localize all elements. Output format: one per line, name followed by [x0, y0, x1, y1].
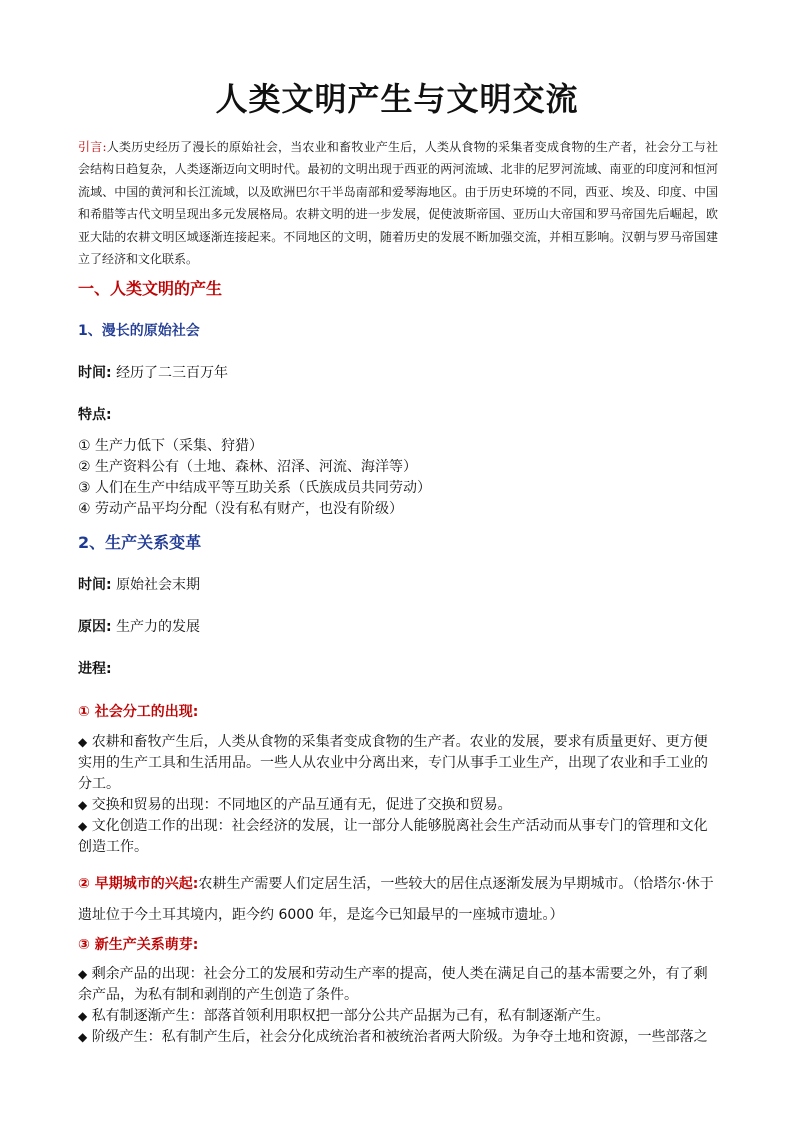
time-line — [78, 362, 228, 382]
diamond-bullet-icon: ◆ — [78, 1030, 88, 1044]
bullet-item: ◆ 交换和贸易的出现：不同地区的产品互通有无，促进了交换和贸易。 — [78, 797, 512, 813]
cause-line — [78, 616, 200, 636]
process-2-paragraph — [78, 869, 718, 931]
bullet-item: ◆ 私有制逐渐产生：部落首领利用职权把一部分公共产品据为己有，私有制逐渐产生。 — [78, 1008, 610, 1024]
time-label: 时间: — [78, 577, 112, 593]
features-label: 特点: — [78, 407, 112, 423]
intro-text: 人类历史经历了漫长的原始社会，当农业和畜牧业产生后，人类从食物的采集者变成食物的生产者，社会分工与社会结构日趋复杂，人类逐渐迈向文明时代。最初的文明出现于西亚的两河流域、北非的尼罗河流域、南亚的印度河和恒河流域、中国的黄河和长江流域，以及欧洲巴尔干半岛南部和爱琴海地区。由于历史环境的不同，西亚、埃及、印度、中国和希腊等古代文明呈现出多元发展格局。农耕文明的进一步发展，促使波斯帝国、亚历山大帝国和罗马帝国先后崛起，欧亚大陆的农耕文明区域逐渐连接起来。不同地区的文明，随着历史的发展不断加强交流，并相互影响。汉朝与罗马帝国建立了经济和文化联系。 — [78, 140, 718, 267]
time-line-2 — [78, 574, 200, 594]
feature-item: ③ 人们在生产中结成平等互助关系（氏族成员共同劳动） — [78, 480, 431, 496]
page-title: 人类文明产生与文明交流 — [215, 80, 579, 118]
process-1-bullets — [78, 732, 718, 858]
process-label: 进程: — [78, 661, 112, 677]
diamond-bullet-icon: ◆ — [78, 819, 88, 833]
process-heading-1: ① 社会分工的出现: — [78, 704, 199, 720]
time-label: 时间: — [78, 365, 112, 381]
diamond-bullet-icon: ◆ — [78, 798, 88, 812]
process-heading-3: ③ 新生产关系萌芽: — [78, 937, 199, 953]
cause-value: 生产力的发展 — [116, 619, 201, 635]
feature-item: ④ 劳动产品平均分配（没有私有财产，也没有阶级） — [78, 501, 403, 517]
process-3-bullets — [78, 964, 718, 1048]
process-2-text: 农耕生产需要人们定居生活，一些较大的居住点逐渐发展为早期城市。（恰塔尔·休于遗址位于今土耳其境内，距今约 6000 年，是迄今已知最早的一座城市遗址。） — [78, 876, 714, 923]
subsection-heading-1: 1、漫长的原始社会 — [78, 323, 200, 339]
intro-lead: 引言: — [78, 140, 107, 154]
time-value: 原始社会末期 — [116, 577, 201, 593]
intro-paragraph — [78, 136, 718, 270]
bullet-item: ◆ 剩余产品的出现：社会分工的发展和劳动生产率的提高，使人类在满足自己的基本需要之外，有了剩余产品，为私有制和剥削的产生创造了条件。 — [78, 966, 708, 1003]
process-heading-2: ② 早期城市的兴起: — [78, 876, 199, 892]
section-heading: 一、人类文明的产生 — [78, 279, 223, 298]
diamond-bullet-icon: ◆ — [78, 967, 88, 981]
time-value: 经历了二三百万年 — [116, 365, 229, 381]
diamond-bullet-icon: ◆ — [78, 735, 88, 749]
subsection-heading-2: 2、生产关系变革 — [78, 533, 202, 552]
bullet-item: ◆ 阶级产生：私有制产生后，社会分化成统治者和被统治者两大阶级。为争夺土地和资源，一些部落之 — [78, 1029, 708, 1045]
cause-label: 原因: — [78, 619, 112, 635]
diamond-bullet-icon: ◆ — [78, 1009, 88, 1023]
bullet-item: ◆ 文化创造工作的出现：社会经济的发展，让一部分人能够脱离社会生产活动而从事专门的管理和文化创造工作。 — [78, 818, 708, 855]
bullet-item: ◆ 农耕和畜牧产生后，人类从食物的采集者变成食物的生产者。农业的发展，要求有质量更好、更方便实用的生产工具和生活用品。一些人从农业中分离出来，专门从事手工业生产，出现了农业和手工业的分工。 — [78, 734, 708, 792]
feature-item: ① 生产力低下（采集、狩猎） — [78, 438, 264, 454]
feature-item: ② 生产资料公有（土地、森林、沼泽、河流、海洋等） — [78, 459, 417, 475]
